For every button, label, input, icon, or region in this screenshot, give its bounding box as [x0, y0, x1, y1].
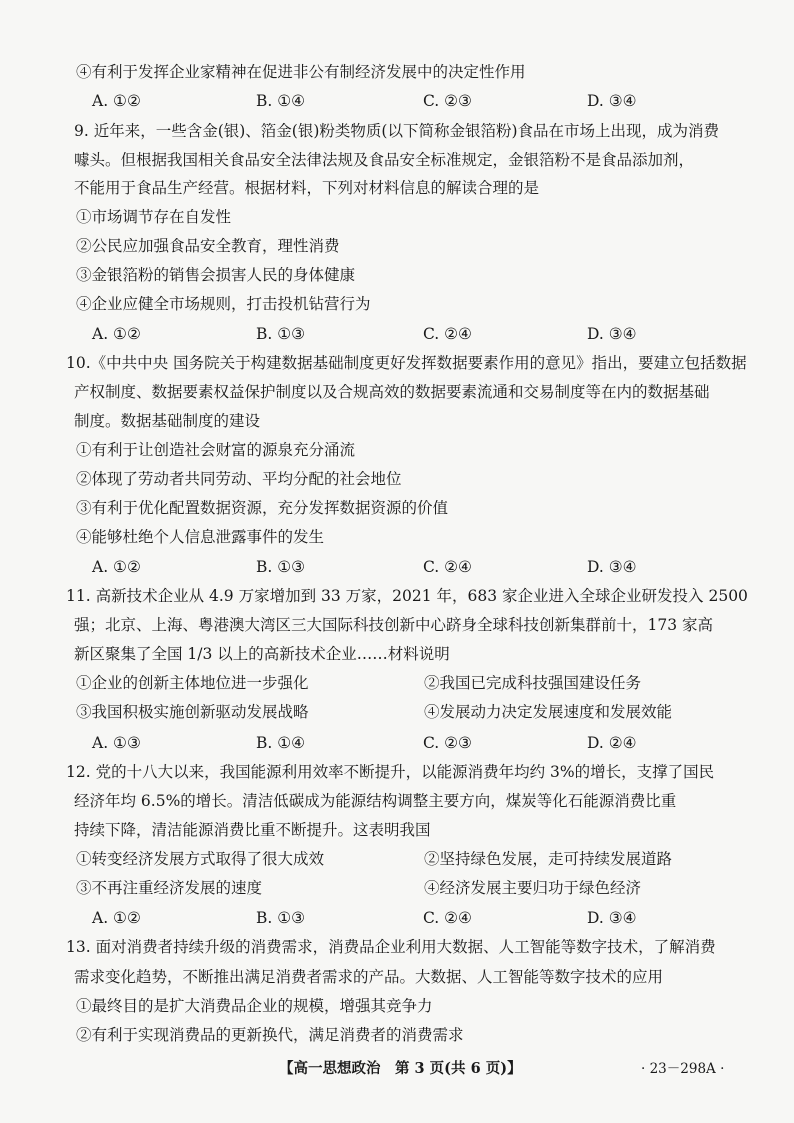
q13-option-2: ②有利于实现消费品的更新换代，满足消费者的消费需求 — [76, 1026, 464, 1044]
q9-choice-b: B. ①③ — [256, 325, 306, 343]
q12-stem-line-1: 12. 党的十八大以来，我国能源利用效率不断提升，以能源消费年均约 3%的增长，支撑了国民 — [66, 763, 715, 781]
q8-choice-c: C. ②③ — [423, 92, 472, 110]
q9-option-4: ④企业应健全市场规则，打击投机钻营行为 — [76, 295, 371, 313]
q9-choice-a: A. ①② — [92, 325, 141, 343]
footer-title: 【高一思想政治 第 3 页(共 6 页)】 — [279, 1060, 522, 1077]
q11-option-1: ①企业的创新主体地位进一步强化 — [76, 674, 309, 692]
q13-option-1: ①最终目的是扩大消费品企业的规模，增强其竞争力 — [76, 997, 433, 1015]
q8-option-4: ④有利于发挥企业家精神在促进非公有制经济发展中的决定性作用 — [76, 63, 526, 81]
q11-stem-line-3: 新区聚集了全国 1/3 以上的高新技术企业……材料说明 — [74, 645, 450, 663]
q13-stem-line-1: 13. 面对消费者持续升级的消费需求，消费品企业利用大数据、人工智能等数字技术，了解消费 — [66, 938, 716, 956]
q12-choice-c: C. ②④ — [423, 909, 472, 927]
q12-choice-b: B. ①③ — [256, 909, 306, 927]
q11-choice-c: C. ②③ — [423, 734, 472, 752]
q11-option-3: ③我国积极实施创新驱动发展战略 — [76, 703, 309, 721]
q9-option-1: ①市场调节存在自发性 — [76, 208, 232, 226]
q9-choice-c: C. ②④ — [423, 325, 472, 343]
q10-option-4: ④能够杜绝个人信息泄露事件的发生 — [76, 528, 325, 546]
q8-choice-a: A. ①② — [92, 92, 141, 110]
q8-choice-b: B. ①④ — [256, 92, 306, 110]
q9-stem-line-1: 9. 近年来，一些含金(银)、箔金(银)粉类物质(以下简称金银箔粉)食品在市场上出现，成为消费 — [74, 122, 720, 140]
q11-stem-line-2: 强；北京、上海、粤港澳大湾区三大国际科技创新中心跻身全球科技创新集群前十，173 家高 — [74, 616, 714, 634]
q12-option-1: ①转变经济发展方式取得了很大成效 — [76, 850, 325, 868]
q10-option-3: ③有利于优化配置数据资源，充分发挥数据资源的价值 — [76, 499, 449, 517]
q11-option-2: ②我国已完成科技强国建设任务 — [424, 674, 642, 692]
q9-stem-line-2: 噱头。但根据我国相关食品安全法律法规及食品安全标准规定，金银箔粉不是食品添加剂， — [74, 151, 695, 169]
q12-option-3: ③不再注重经济发展的速度 — [76, 879, 263, 897]
q12-option-4: ④经济发展主要归功于绿色经济 — [424, 879, 642, 897]
q12-option-2: ②坚持绿色发展，走可持续发展道路 — [424, 850, 673, 868]
q12-stem-line-3: 持续下降，清洁能源消费比重不断提升。这表明我国 — [74, 821, 431, 839]
q9-choice-d: D. ③④ — [587, 325, 637, 343]
q11-option-4: ④发展动力决定发展速度和发展效能 — [424, 703, 673, 721]
q10-choice-d: D. ③④ — [587, 558, 637, 576]
q11-choice-a: A. ①③ — [92, 734, 141, 752]
q10-option-2: ②体现了劳动者共同劳动、平均分配的社会地位 — [76, 470, 402, 488]
q10-choice-c: C. ②④ — [423, 558, 472, 576]
q10-choice-b: B. ①③ — [256, 558, 306, 576]
footer-code: · 23－298A · — [641, 1061, 725, 1077]
q10-stem-line-2: 产权制度、数据要素权益保护制度以及合规高效的数据要素流通和交易制度等在内的数据基础 — [74, 383, 710, 401]
q12-stem-line-2: 经济年均 6.5%的增长。清洁低碳成为能源结构调整主要方向，煤炭等化石能源消费比重 — [74, 792, 677, 810]
q12-choice-d: D. ③④ — [587, 909, 637, 927]
page-footer — [0, 1059, 794, 1083]
q9-stem-line-3: 不能用于食品生产经营。根据材料，下列对材料信息的解读合理的是 — [74, 179, 540, 197]
q10-choice-a: A. ①② — [92, 558, 141, 576]
q11-choice-b: B. ①④ — [256, 734, 306, 752]
q11-choice-d: D. ②④ — [587, 734, 637, 752]
q13-stem-line-2: 需求变化趋势，不断推出满足消费者需求的产品。大数据、人工智能等数字技术的应用 — [74, 968, 664, 986]
q9-option-3: ③金银箔粉的销售会损害人民的身体健康 — [76, 266, 356, 284]
q10-option-1: ①有利于让创造社会财富的源泉充分涌流 — [76, 441, 356, 459]
q8-choice-d: D. ③④ — [587, 92, 637, 110]
q10-stem-line-1: 10.《中共中央 国务院关于构建数据基础制度更好发挥数据要素作用的意见》指出，要建立包括数据 — [66, 354, 747, 372]
q12-choice-a: A. ①② — [92, 909, 141, 927]
q11-stem-line-1: 11. 高新技术企业从 4.9 万家增加到 33 万家，2021 年，683 家企业进入全球企业研发投入 2500 — [66, 587, 748, 605]
q9-option-2: ②公民应加强食品安全教育，理性消费 — [76, 237, 340, 255]
q10-stem-line-3: 制度。数据基础制度的建设 — [74, 412, 261, 430]
